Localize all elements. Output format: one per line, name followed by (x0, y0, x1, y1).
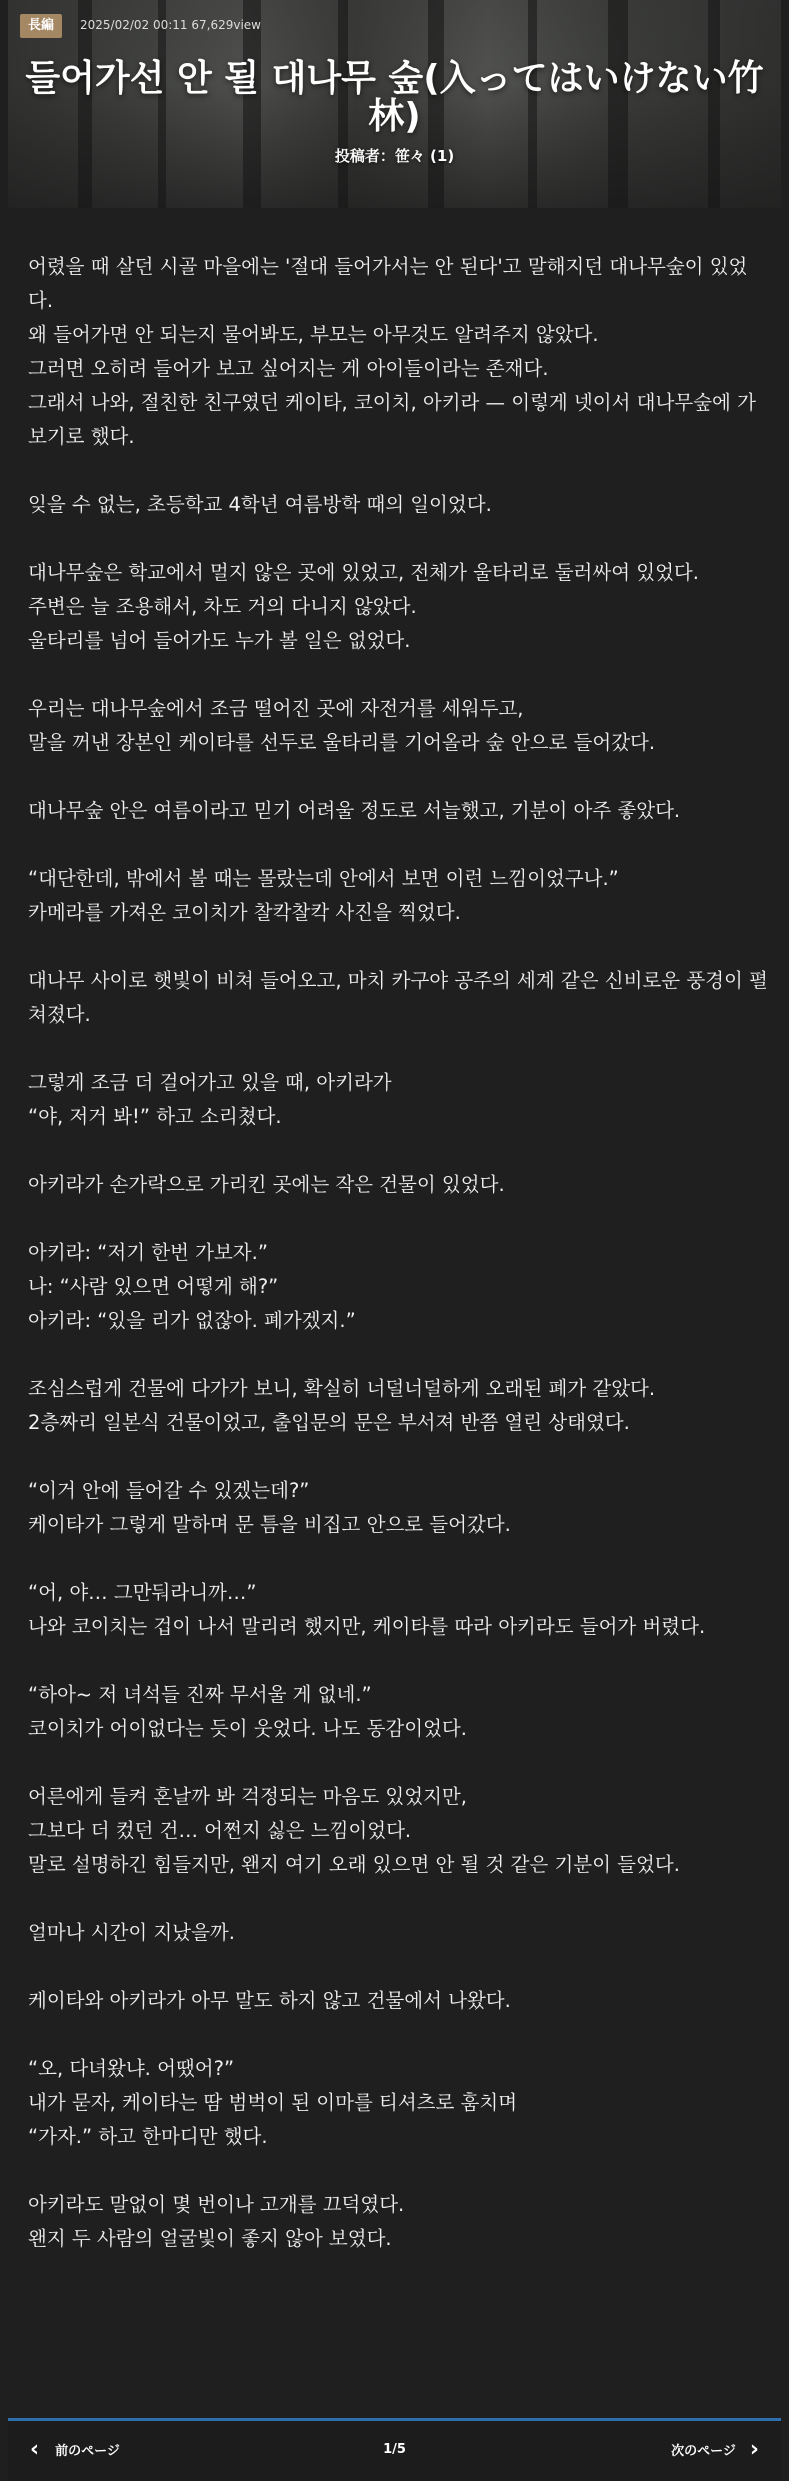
page-title: 들어가선 안 될 대나무 숲(入ってはいけない竹林) (25, 58, 764, 137)
story-paragraph: 잊을 수 없는, 초등학교 4학년 여름방학 때의 일이었다. (28, 493, 492, 516)
story-paragraph: “대단한데, 밖에서 볼 때는 몰랐는데 안에서 보면 이런 느낌이었구나.” 카메라를 가져온 코이치가 찰칵찰칵 사진을 찍었다. (28, 867, 619, 924)
story-paragraph: 대나무숲 안은 여름이라고 믿기 어려울 정도로 서늘했고, 기분이 아주 좋았다. (28, 799, 681, 822)
story-paragraph: 얼마나 시간이 지났을까. (28, 1921, 235, 1944)
story-paragraph: 아키라: “저기 한번 가보자.” 나: “사람 있으면 어떻게 해?” 아키라: “있을 리가 없잖아. 폐가겠지.” (28, 1241, 356, 1332)
story-paragraph: 어렸을 때 살던 시골 마을에는 '절대 들어가서는 안 된다'고 말해지던 대나무숲이 있었다. 왜 들어가면 안 되는지 물어봐도, 부모는 아무것도 알려주지 않았다. 그러면 오히려 들어가 보고 싶어지는 게 아이들이라는 존재다. 그래서 나와, 절친한 친구였던 케이타, 코이치, 아키라 — 이렇게 넷이서 대나무숲에 가 보기로 했다. (28, 255, 756, 448)
prev-page-button[interactable] (30, 2421, 120, 2478)
page-indicator: 1/5 (383, 2442, 406, 2457)
chevron-left-icon: ‹ (30, 2437, 40, 2462)
prev-page-label: 前のページ (55, 2444, 120, 2459)
story-paragraph: “이거 안에 들어갈 수 있겠는데?” 케이타가 그렇게 말하며 문 틈을 비집고 안으로 들어갔다. (28, 1479, 511, 1536)
author-line: 投稿者：笹々 (1) (334, 147, 455, 165)
story-paragraph: 우리는 대나무숲에서 조금 떨어진 곳에 자전거를 세워두고, 말을 꺼낸 장본인 케이타를 선두로 울타리를 기어올라 숲 안으로 들어갔다. (28, 697, 656, 754)
chevron-right-icon: › (749, 2437, 759, 2462)
pagination-bar (8, 2418, 781, 2481)
story-paragraph: 그렇게 조금 더 걸어가고 있을 때, 아키라가 “야, 저거 봐!” 하고 소리쳤다. (28, 1071, 392, 1128)
story-paragraph: “오, 다녀왔냐. 어땠어?” 내가 묻자, 케이타는 땀 범벅이 된 이마를 티셔츠로 훔치며 “가자.” 하고 한마디만 했다. (28, 2057, 518, 2148)
story-body (28, 250, 768, 2290)
story-paragraph: 조심스럽게 건물에 다가가 보니, 확실히 너덜너덜하게 오래된 폐가 같았다. 2층짜리 일본식 건물이었고, 출입문의 문은 부서져 반쯤 열린 상태였다. (28, 1377, 656, 1434)
story-paragraph: 케이타와 아키라가 아무 말도 하지 않고 건물에서 나왔다. (28, 1989, 511, 2012)
story-paragraph: “하아~ 저 녀석들 진짜 무서울 게 없네.” 코이치가 어이없다는 듯이 웃었다. 나도 동감이었다. (28, 1683, 467, 1740)
story-paragraph: 어른에게 들켜 혼날까 봐 걱정되는 마음도 있었지만, 그보다 더 컸던 건… 어쩐지 싫은 느낌이었다. 말로 설명하긴 힘들지만, 왠지 여기 오래 있으면 안 될 것 같은 기분이 들었다. (28, 1785, 680, 1876)
category-badge: 長編 (20, 14, 62, 38)
story-paragraph: 대나무 사이로 햇빛이 비쳐 들어오고, 마치 카구야 공주의 세계 같은 신비로운 풍경이 펼쳐졌다. (28, 969, 768, 1026)
story-paragraph: 대나무숲은 학교에서 멀지 않은 곳에 있었고, 전체가 울타리로 둘러싸여 있었다. 주변은 늘 조용해서, 차도 거의 다니지 않았다. 울타리를 넘어 들어가도 누가 볼 일은 없었다. (28, 561, 699, 652)
story-paragraph: 아키라도 말없이 몇 번이나 고개를 끄덕였다. 왠지 두 사람의 얼굴빛이 좋지 않아 보였다. (28, 2193, 405, 2250)
next-page-button[interactable] (671, 2421, 759, 2478)
story-paragraph: 아키라가 손가락으로 가리킨 곳에는 작은 건물이 있었다. (28, 1173, 505, 1196)
post-meta: 2025/02/02 00:11 67,629view (80, 18, 261, 32)
story-paragraph: “어, 야… 그만둬라니까…” 나와 코이치는 겁이 나서 말리려 했지만, 케이타를 따라 아키라도 들어가 버렸다. (28, 1581, 706, 1638)
header-banner (8, 0, 781, 208)
next-page-label: 次のページ (671, 2444, 736, 2459)
